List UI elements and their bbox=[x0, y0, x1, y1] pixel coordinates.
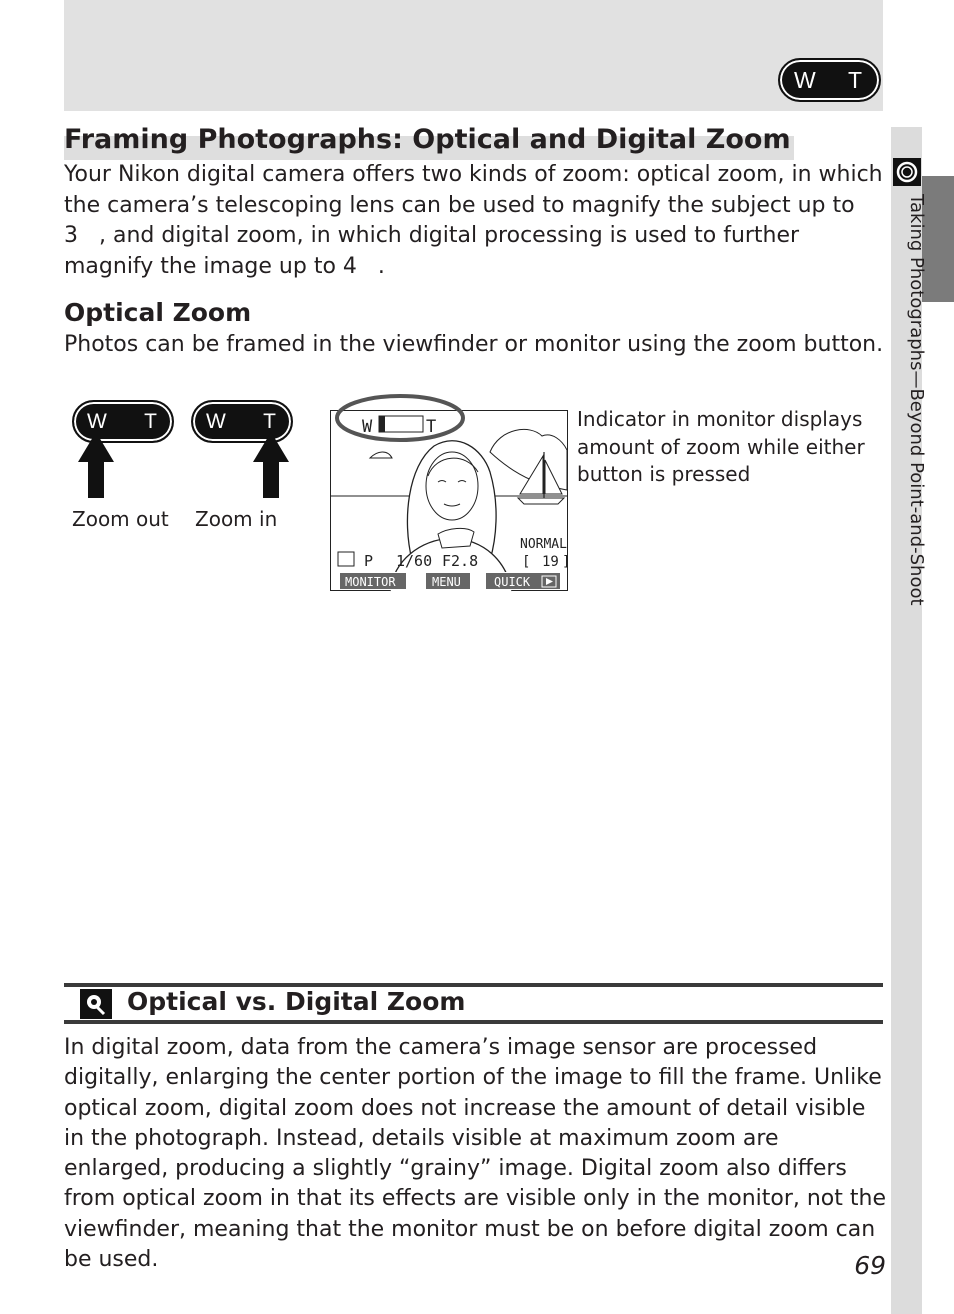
page-number: 69 bbox=[854, 1251, 886, 1280]
zoom-tele-label: T bbox=[847, 66, 862, 93]
zoom-button-illustration bbox=[778, 58, 881, 102]
monitor-zoom-w: W bbox=[362, 417, 373, 437]
monitor-menu-mid: MENU bbox=[432, 575, 461, 589]
zoom-tele-label: T bbox=[144, 409, 157, 433]
monitor-menu-left: MONITOR bbox=[345, 575, 396, 589]
arrow-up-icon bbox=[253, 432, 289, 498]
monitor-menu-right: QUICK bbox=[494, 575, 531, 589]
note-body: In digital zoom, data from the camera’s image sensor are processed digitally, enlarging the center portion of the image to fill the frame. Unlike optical zoom, digital zoom does not increase the amount of detail visible in the photograph. Instead, details visible at maximum zoom are enlarged, producing a slightly “grainy” image. Digital zoom also differs from optical zoom in that its effects are visible only in the monitor, not the viewfinder, meaning that the monitor must be on before digital zoom can be used. bbox=[64, 1035, 886, 1273]
intro-paragraph: Your Nikon digital camera offers two kinds of zoom: optical zoom, in which the camera’s telescoping lens can be used to magnify the subject up to 3 , and digital zoom, in which digital processing is used to further magnify the image up to 4 . bbox=[64, 162, 883, 279]
page-title: Framing Photographs: Optical and Digital Zoom bbox=[64, 120, 794, 160]
note-heading: Optical vs. Digital Zoom bbox=[127, 987, 466, 1016]
monitor-frames-bracket-left: [ bbox=[522, 554, 531, 570]
monitor-frames: 19 bbox=[542, 554, 559, 570]
monitor-shutter: 1/60 bbox=[396, 552, 433, 570]
zoom-wide-label: W bbox=[206, 409, 226, 433]
optical-zoom-text: Photos can be framed in the viewfinder or monitor using the zoom button. bbox=[64, 332, 884, 357]
zoom-out-label: Zoom out bbox=[72, 507, 169, 531]
monitor-mode: P bbox=[364, 552, 374, 570]
optical-zoom-heading: Optical Zoom bbox=[64, 298, 252, 327]
header-band bbox=[64, 0, 883, 111]
flash-icon bbox=[338, 552, 354, 566]
monitor-zoom-t: T bbox=[426, 417, 437, 437]
tip-icon bbox=[80, 989, 112, 1019]
note-bottom-rule bbox=[64, 1020, 883, 1024]
arrow-up-icon bbox=[78, 432, 114, 498]
camera-mode-icon bbox=[893, 158, 921, 186]
zoom-tele-label: T bbox=[263, 409, 276, 433]
monitor-frames-bracket-right: ] bbox=[562, 554, 571, 570]
side-tab-label: Taking Photographs—Beyond Point-and-Shoot bbox=[906, 194, 927, 606]
monitor-aperture: F2.8 bbox=[442, 552, 479, 570]
zoom-indicator-fill bbox=[379, 416, 385, 432]
zoom-wide-label: W bbox=[87, 409, 107, 433]
monitor-quality: NORMAL bbox=[520, 537, 567, 552]
monitor-illustration bbox=[330, 410, 571, 591]
zoom-in-label: Zoom in bbox=[195, 507, 278, 531]
monitor-caption: Indicator in monitor displays amount of zoom while either button is pressed bbox=[577, 407, 865, 486]
zoom-wide-label: W bbox=[794, 66, 816, 93]
